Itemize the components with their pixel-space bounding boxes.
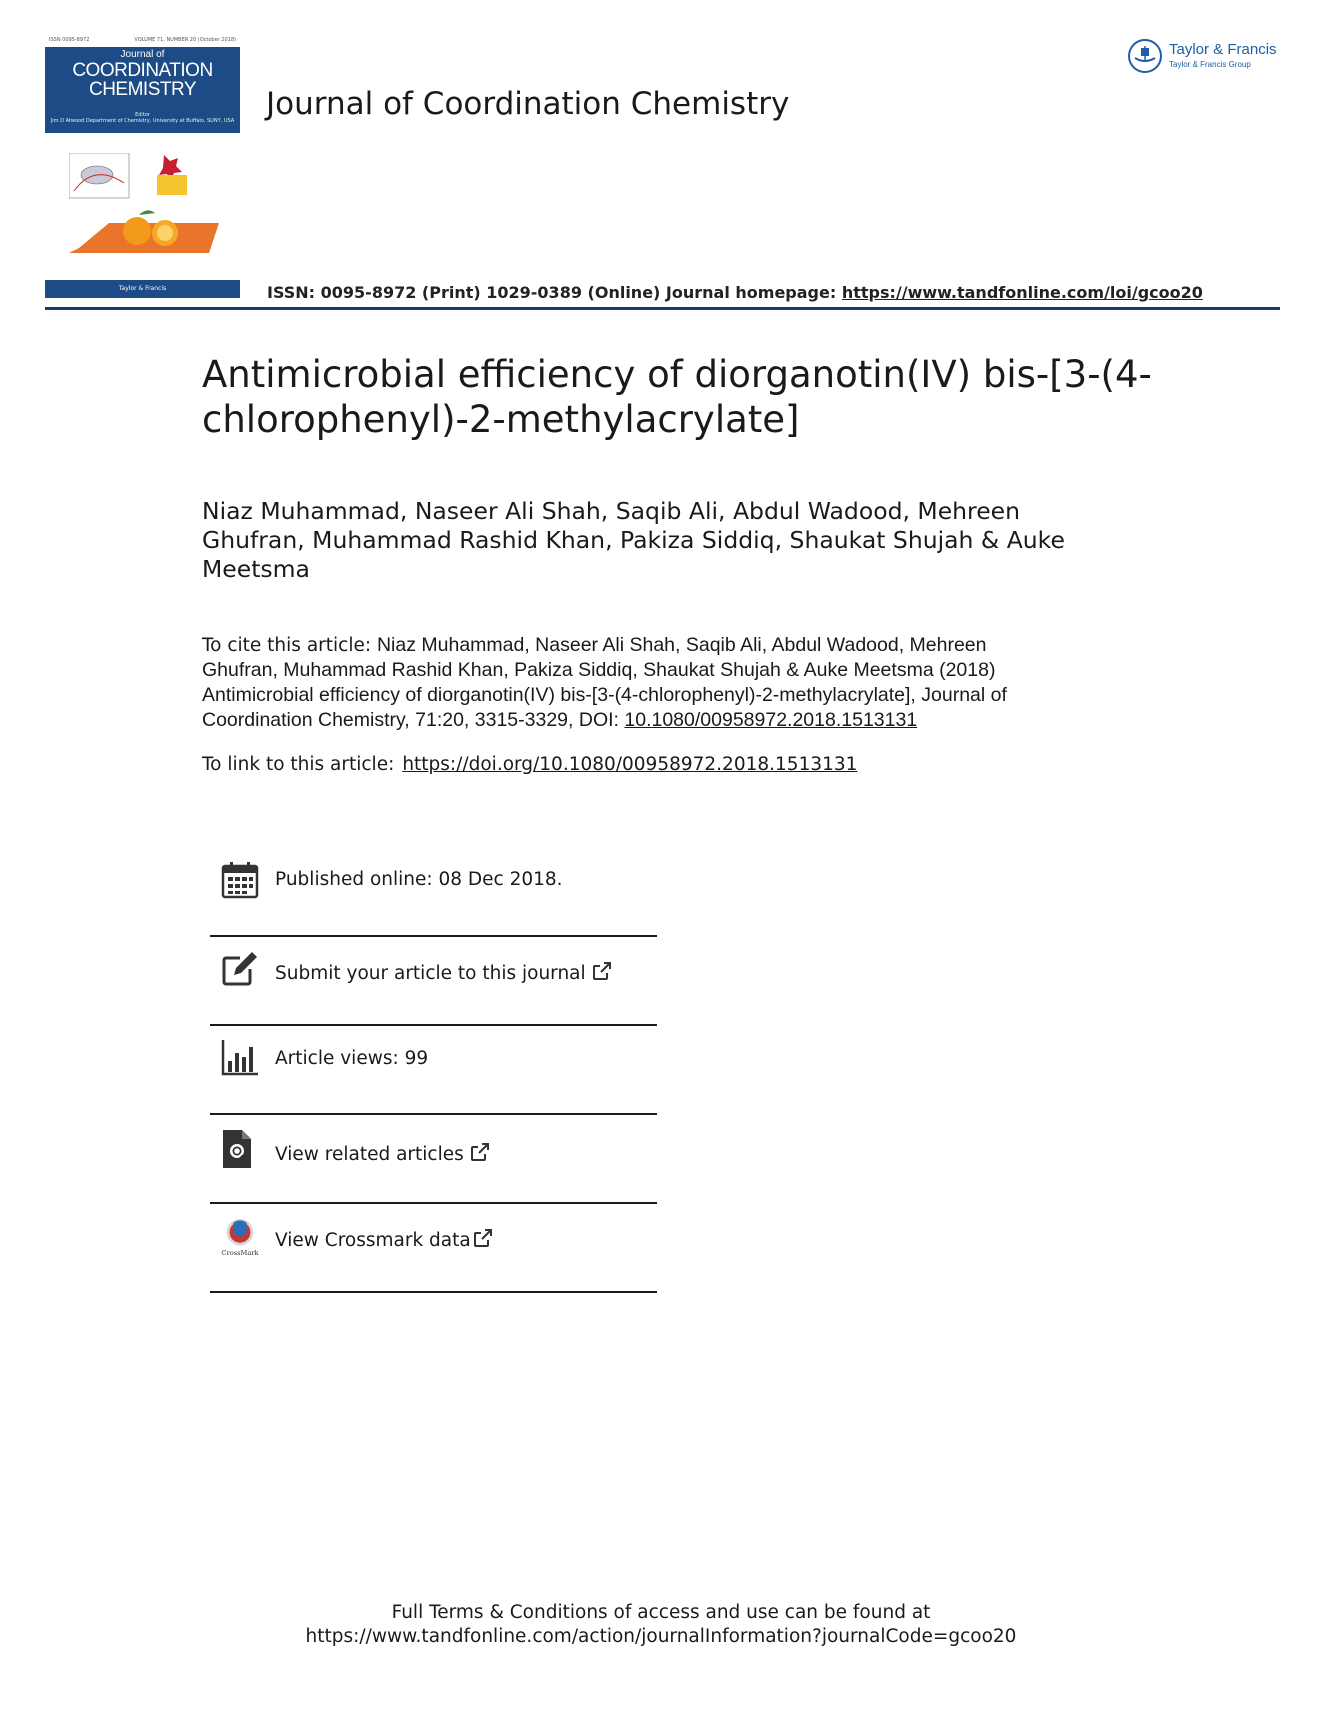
authors-line1: Niaz Muhammad, Naseer Ali Shah, Saqib Ali, Abdul Wadood, Mehreen xyxy=(202,497,1021,525)
published-online-item xyxy=(210,848,657,936)
journal-title: Journal of Coordination Chemistry xyxy=(266,86,790,122)
article-doi-link[interactable]: https://doi.org/10.1080/00958972.2018.1513131 xyxy=(402,754,858,775)
issn-line xyxy=(267,283,1203,302)
terms-line1: Full Terms & Conditions of access and use can be found at xyxy=(391,1602,931,1623)
info-divider xyxy=(210,1291,657,1293)
calendar-icon xyxy=(220,860,260,900)
article-title-line2: chlorophenyl)-2-methylacrylate] xyxy=(202,398,800,441)
cover-band xyxy=(45,37,240,133)
article-authors xyxy=(202,497,1122,584)
article-title-line1: Antimicrobial efficiency of diorganotin(IV) bis-[3-(4- xyxy=(202,353,1152,396)
crossmark-logo-text: CrossMark xyxy=(221,1249,259,1257)
search-document-icon xyxy=(220,1129,260,1169)
journal-cover xyxy=(45,37,240,298)
cover-topline xyxy=(45,37,240,47)
cite-line4: Coordination Chemistry, 71:20, 3315-3329, DOI: xyxy=(202,709,625,731)
cover-footer: Taylor & Francis xyxy=(45,280,240,298)
cover-editor-label: Editor xyxy=(135,112,150,118)
journal-homepage-link[interactable]: https://www.tandfonline.com/loi/gcoo20 xyxy=(841,283,1203,302)
cite-line1: Niaz Muhammad, Naseer Ali Shah, Saqib Ali, Abdul Wadood, Mehreen xyxy=(376,634,987,656)
cite-line3: Antimicrobial efficiency of diorganotin(IV) bis-[3-(4-chlorophenyl)-2-methylacrylate], Journal of xyxy=(202,684,1007,706)
article-views-text: Article views: 99 xyxy=(275,1048,429,1069)
taylor-francis-logo-icon xyxy=(1127,38,1163,74)
cover-illustration xyxy=(69,153,219,253)
crossmark-label: View Crossmark data xyxy=(275,1230,471,1251)
cover-editor xyxy=(45,112,240,124)
edit-icon xyxy=(220,949,260,989)
related-articles-item[interactable] xyxy=(210,1115,657,1203)
cover-editor-name: Jim D Atwood Department of Chemistry, University at Buffalo, SUNY, USA xyxy=(50,118,235,124)
cover-name-line1: COORDINATION xyxy=(72,60,213,81)
related-articles-link[interactable] xyxy=(275,1142,490,1165)
cover-issn: ISSN 0095-8972 xyxy=(49,37,90,43)
external-link-icon xyxy=(470,1142,490,1162)
cover-journal-of: Journal of xyxy=(120,49,165,60)
cite-label: To cite this article: xyxy=(202,635,377,656)
cover-journal-name xyxy=(45,61,240,99)
citation-block xyxy=(202,633,1122,733)
submit-article-item[interactable] xyxy=(210,937,657,1025)
external-link-icon xyxy=(592,961,612,981)
submit-article-label: Submit your article to this journal xyxy=(275,963,586,984)
cite-line2: Ghufran, Muhammad Rashid Khan, Pakiza Siddiq, Shaukat Shujah & Auke Meetsma (2018) xyxy=(202,659,996,681)
crossmark-icon xyxy=(220,1217,260,1257)
cite-doi-link[interactable]: 10.1080/00958972.2018.1513131 xyxy=(624,709,918,731)
publisher-subtitle: Taylor & Francis Group xyxy=(1169,60,1251,69)
header-rule xyxy=(45,307,1280,310)
related-articles-label: View related articles xyxy=(275,1144,464,1165)
crossmark-item[interactable] xyxy=(210,1204,657,1292)
published-online-text: Published online: 08 Dec 2018. xyxy=(275,869,563,890)
terms-url[interactable]: https://www.tandfonline.com/action/journalInformation?journalCode=gcoo20 xyxy=(305,1626,1017,1647)
cover-volume: VOLUME 71, NUMBER 20 (October 2018) xyxy=(134,37,236,43)
publisher-name: Taylor & Francis xyxy=(1169,41,1277,58)
link-label: To link to this article: xyxy=(202,754,395,775)
article-link-line xyxy=(202,752,857,775)
bar-chart-icon xyxy=(220,1037,260,1077)
article-title xyxy=(202,352,1162,442)
authors-line2: Ghufran, Muhammad Rashid Khan, Pakiza Siddiq, Shaukat Shujah & Auke xyxy=(202,526,1065,554)
article-views-item xyxy=(210,1026,657,1114)
terms-footer xyxy=(0,1601,1322,1649)
external-link-icon xyxy=(473,1228,493,1248)
cover-name-line2: CHEMISTRY xyxy=(88,79,197,100)
crossmark-link[interactable] xyxy=(275,1228,493,1251)
submit-article-link[interactable] xyxy=(275,961,612,984)
issn-text: ISSN: 0095-8972 (Print) 1029-0389 (Online) Journal homepage: xyxy=(267,283,842,302)
publisher-logo[interactable] xyxy=(1127,38,1287,78)
authors-line3: Meetsma xyxy=(202,555,310,583)
